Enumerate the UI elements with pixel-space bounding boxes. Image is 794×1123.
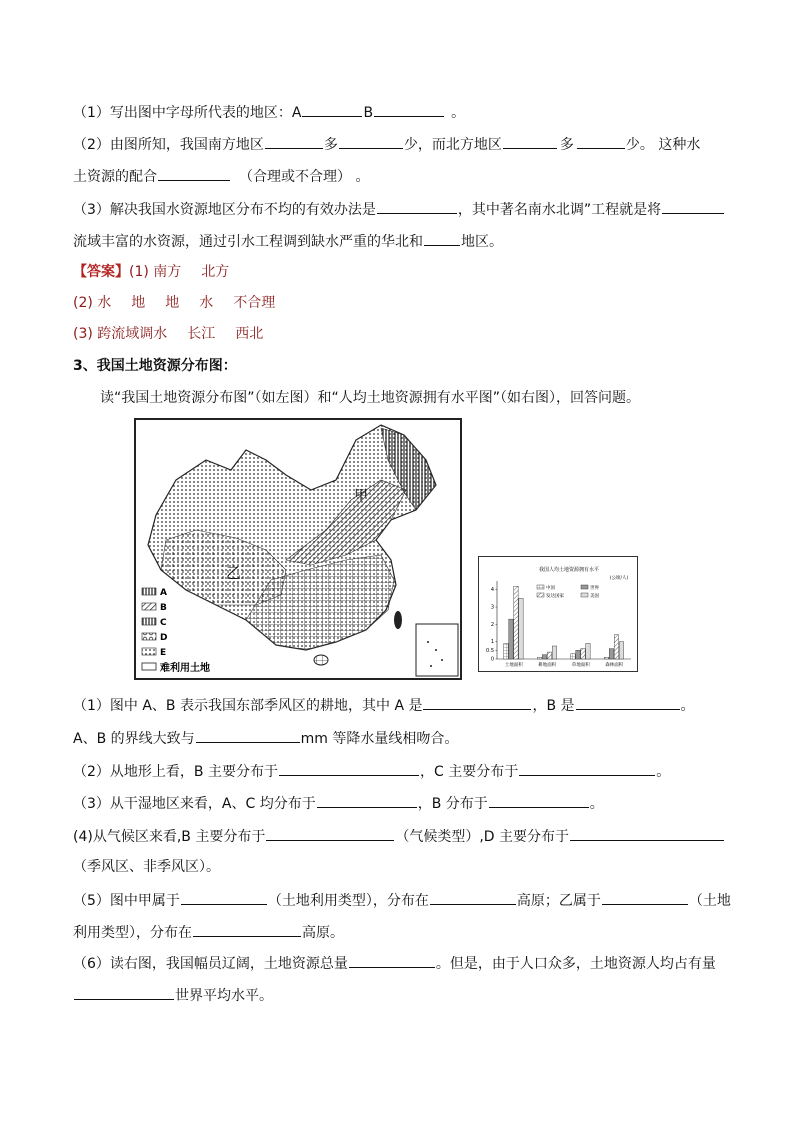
- text: 少。 这种水: [625, 137, 701, 153]
- text: 少，而北方地区: [403, 137, 502, 153]
- text: 。: [656, 764, 671, 780]
- bar: [547, 652, 551, 659]
- answer-blank[interactable]: [519, 761, 655, 776]
- section-intro: 读“我国土地资源分布图”（如左图）和“人均土地资源拥有水平图”（如右图），回答问题。: [100, 390, 641, 406]
- q3-line1: [73, 695, 695, 716]
- q3-line8: [73, 922, 344, 943]
- bar: [576, 650, 580, 659]
- chart-legend: [537, 584, 599, 599]
- text: (4)从气候区来看,B 主要分布于: [73, 829, 266, 845]
- land-resource-map: [134, 418, 462, 680]
- answer-blank[interactable]: [317, 793, 417, 808]
- legend-label: 发达国家: [546, 594, 564, 599]
- text: （土地利用类型），分布在: [267, 893, 429, 909]
- answer-line-3: [73, 324, 283, 344]
- answer-item: 地: [165, 295, 180, 311]
- answer-blank[interactable]: [570, 826, 724, 841]
- text: （2）从地形上看，B 主要分布于: [73, 764, 278, 780]
- answer-blank[interactable]: [489, 793, 589, 808]
- q-item2-line2: [73, 166, 369, 187]
- text: 。: [680, 698, 695, 714]
- bar: [537, 657, 541, 659]
- text: 地区。: [461, 234, 503, 250]
- answer-blank[interactable]: [339, 134, 403, 149]
- text: 高原。: [302, 925, 344, 941]
- bar: [614, 635, 618, 659]
- answer-blank[interactable]: [577, 134, 625, 149]
- chart-title: 我国人均土地资源拥有水平: [538, 567, 600, 573]
- text: （3）解决我国水资源地区分布不均的有效办法是: [73, 202, 376, 218]
- taiwan: [394, 611, 402, 629]
- answer-item: 北方: [201, 264, 230, 280]
- q3-line7: [73, 890, 731, 911]
- svg-text:B: B: [160, 603, 167, 613]
- svg-text:C: C: [160, 618, 167, 628]
- text: 。但是，由于人口众多，土地资源人均占有量: [435, 956, 716, 972]
- q3-line2: [73, 728, 458, 749]
- text: ，B 是: [532, 698, 575, 714]
- y-tick-label: 1: [490, 639, 494, 646]
- text: （6）读右图，我国幅员辽阔，土地资源总量: [73, 956, 348, 972]
- label-yi: 乙: [226, 564, 242, 582]
- answer-blank[interactable]: [279, 761, 419, 776]
- y-tick-label: 0.5: [486, 647, 494, 654]
- legend-swatch: [581, 585, 588, 589]
- bar: [571, 654, 575, 659]
- text: 。: [589, 796, 604, 812]
- map-legend: [142, 588, 210, 674]
- per-capita-land-chart: [478, 556, 638, 672]
- answer-blank[interactable]: [430, 890, 516, 905]
- legend-swatch: [537, 585, 544, 589]
- answer-blank[interactable]: [424, 231, 460, 246]
- bar: [514, 586, 518, 659]
- q-item3: [73, 199, 725, 220]
- label-jia: 甲: [354, 488, 368, 504]
- x-tick-label: 土地面积: [504, 663, 523, 668]
- q3-line10: [73, 985, 273, 1006]
- answer-item: 水: [199, 295, 214, 311]
- y-tick-label: 2: [490, 621, 494, 628]
- text: （5）图中甲属于: [73, 893, 180, 909]
- answer-item: 地: [131, 295, 146, 311]
- text: 。: [451, 105, 466, 121]
- bar: [609, 649, 613, 659]
- chart-title-block: [539, 566, 629, 581]
- x-tick-label: 森林面积: [605, 663, 624, 668]
- y-tick-label: 0: [490, 656, 494, 663]
- text: 世界平均水平。: [175, 988, 273, 1004]
- text: mm 等降水量线相吻合。: [300, 731, 459, 747]
- q3-line5: [73, 826, 725, 847]
- text: 多: [323, 137, 338, 153]
- answer-blank[interactable]: [181, 890, 267, 905]
- answer-blank[interactable]: [266, 826, 394, 841]
- svg-text:E: E: [160, 648, 167, 658]
- text: ，B 分布于: [417, 796, 488, 812]
- answer-blank[interactable]: [349, 953, 435, 968]
- text: （3）从干湿地区来看，A、C 均分布于: [73, 796, 316, 812]
- text: （1）图中 A、B 表示我国东部季风区的耕地，其中 A 是: [73, 698, 423, 714]
- answer-item: 长江: [187, 326, 216, 342]
- text: （气候类型）,D 主要分布于: [395, 829, 570, 845]
- answer-line-2: [73, 293, 295, 313]
- answer-blank[interactable]: [377, 199, 457, 214]
- text: ，C 主要分布于: [419, 764, 519, 780]
- text: 流域丰富的水资源，通过引水工程调到缺水严重的华北和: [73, 234, 423, 250]
- answer-item: 南方: [153, 264, 182, 280]
- map-svg: [136, 420, 460, 678]
- answer-blank[interactable]: [74, 985, 174, 1000]
- x-tick-label: 耕地面积: [538, 663, 557, 668]
- text: A、B 的界线大致与: [73, 731, 195, 747]
- answer-blank[interactable]: [423, 695, 531, 710]
- answer-blank[interactable]: [193, 922, 301, 937]
- text: （土地: [688, 893, 731, 909]
- svg-text:A: A: [160, 588, 167, 598]
- legend-swatch: [581, 593, 588, 597]
- text: (3): [73, 326, 93, 342]
- q-item2: [73, 134, 700, 155]
- answer-blank[interactable]: [265, 134, 323, 149]
- bar: [581, 649, 585, 659]
- bar: [519, 598, 523, 659]
- bar: [586, 643, 590, 659]
- bar: [542, 655, 546, 659]
- text: (1): [129, 264, 149, 280]
- y-tick-label: 4: [490, 587, 494, 594]
- answer-line-1: [73, 262, 249, 282]
- text: 利用类型），分布在: [73, 925, 192, 941]
- text: 高原；乙属于: [516, 893, 601, 909]
- answer-blank[interactable]: [576, 695, 680, 710]
- answer-blank[interactable]: [196, 728, 300, 743]
- answer-item: 不合理: [233, 295, 276, 311]
- answer-blank[interactable]: [374, 102, 444, 117]
- q-item1: [73, 102, 465, 123]
- y-tick-label: 3: [490, 604, 494, 611]
- x-tick-label: 草地面积: [571, 663, 590, 668]
- q3-line3: [73, 761, 670, 782]
- bar: [504, 643, 508, 659]
- answer-item: 跨流域调水: [97, 326, 168, 342]
- text: 多: [559, 137, 574, 153]
- text: B: [363, 105, 374, 121]
- svg-text:D: D: [160, 633, 168, 643]
- legend-label: 世界: [590, 586, 599, 591]
- bar: [604, 657, 608, 659]
- svg-text:难利用土地: 难利用土地: [160, 663, 210, 674]
- answer-blank[interactable]: [302, 102, 362, 117]
- answer-tag: 【答案】: [73, 264, 129, 280]
- bar: [552, 646, 556, 659]
- q3-line9: [73, 953, 716, 974]
- text: （1）写出图中字母所代表的地区：A: [73, 105, 302, 121]
- text: （合理或不合理） 。: [239, 169, 370, 185]
- answer-blank[interactable]: [602, 890, 688, 905]
- bar: [619, 642, 623, 659]
- q-item3-line2: [73, 231, 503, 252]
- text: （2）由图所知，我国南方地区: [73, 137, 264, 153]
- chart-svg: [479, 557, 637, 671]
- chart-ylabel: (公顷/人): [609, 576, 629, 581]
- q3-line6: （季风区、非季风区）。: [73, 859, 220, 875]
- answer-item: 西北: [235, 326, 264, 342]
- q3-line4: [73, 793, 604, 814]
- text: 土资源的配合: [73, 169, 157, 185]
- answer-blank[interactable]: [662, 199, 724, 214]
- section-heading: 3、我国土地资源分布图：: [73, 358, 237, 374]
- text: ，其中著名南水北调”工程就是将: [457, 202, 662, 218]
- answer-item: 水: [97, 295, 112, 311]
- text: (2): [73, 295, 93, 311]
- answer-blank[interactable]: [158, 166, 230, 181]
- hainan: [314, 655, 328, 665]
- legend-label: 美国: [590, 594, 599, 599]
- legend-swatch: [537, 593, 544, 597]
- bar: [509, 619, 513, 659]
- legend-label: 中国: [546, 586, 555, 591]
- answer-blank[interactable]: [503, 134, 557, 149]
